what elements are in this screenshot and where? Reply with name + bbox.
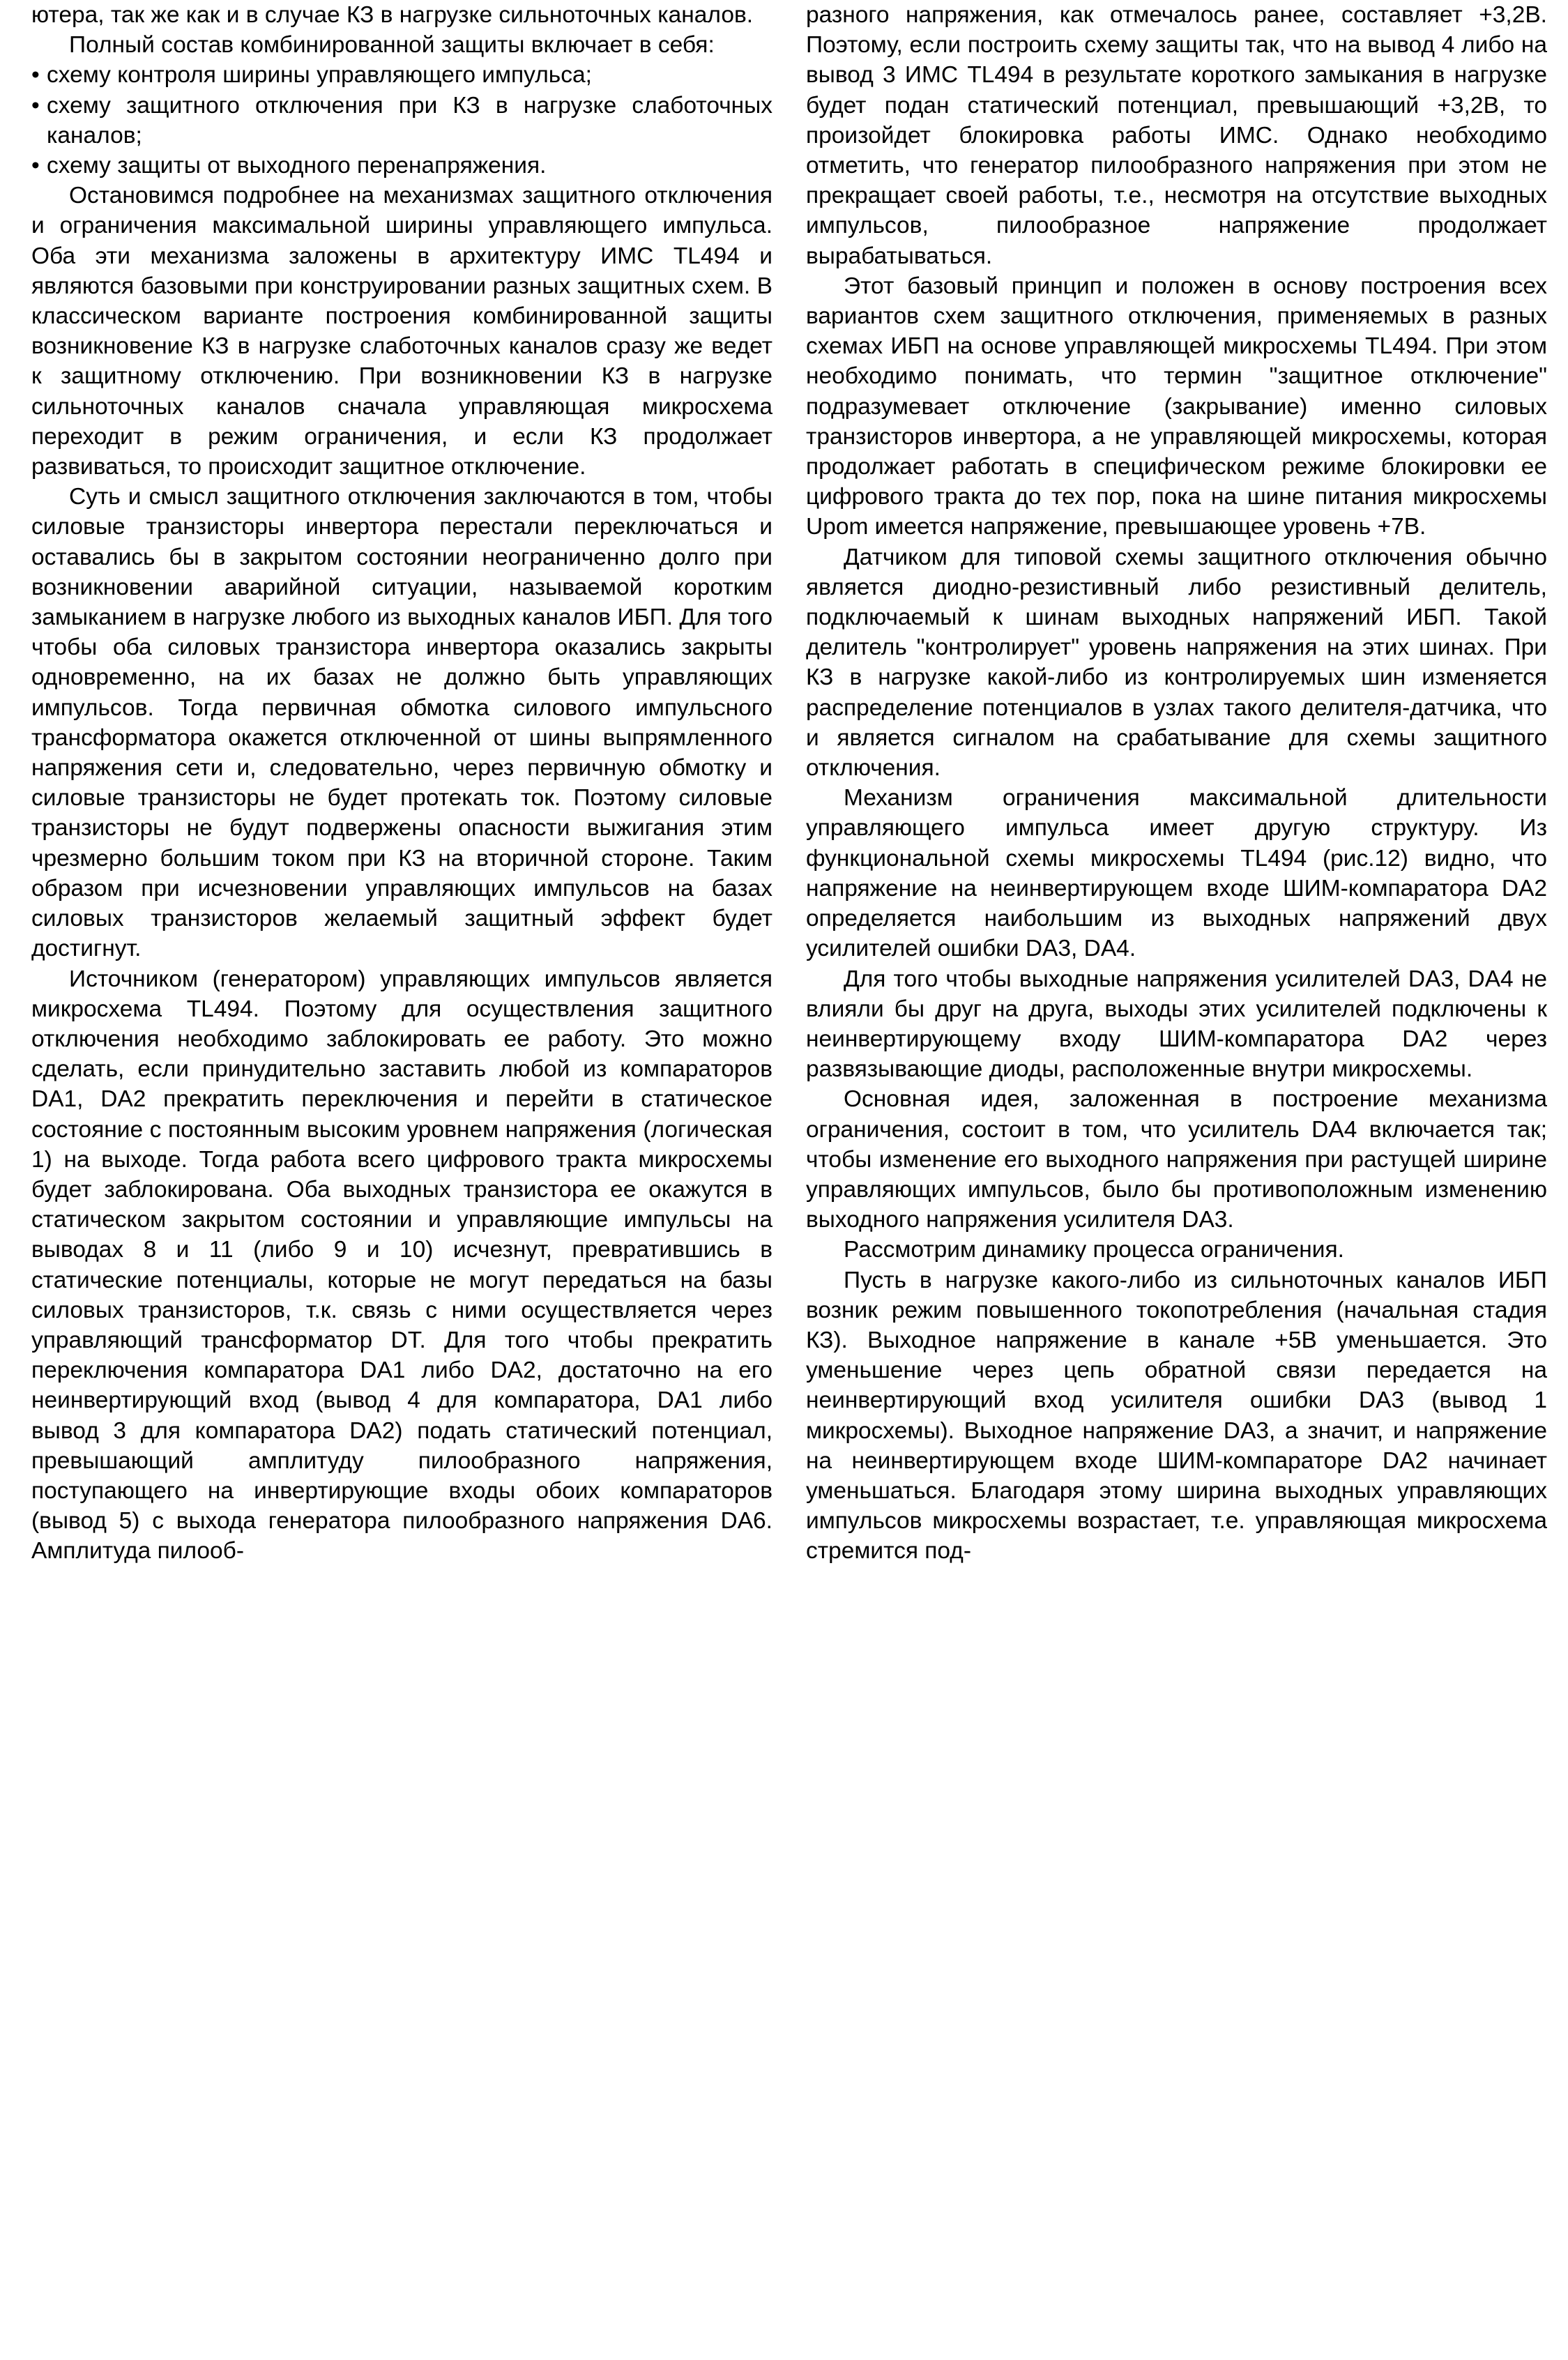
paragraph: Этот базовый принцип и положен в основу построения всех вариантов схем защитного отключения, применяемых в разных схемах ИБП на основе управляющей микросхемы TL494. При этом необходимо понимать, что термин "защитное отключение" подразумевает отключение (закрывание) именно силовых транзисторов инвертора, а не управляющей микросхемы, которая продолжает работать в специфическом режиме блокировки ее цифрового тракта до тех пор, пока на шине питания микросхемы Upom имеется напряжение, превышающее уровень +7В. xyxy=(806,273,1547,540)
paragraph: Датчиком для типовой схемы защитного отключения обычно является диодно-резистивный либо резистивный делитель, подключаемый к шинам выходных напряжений ИБП. Такой делитель "контролирует" уровень напряжения на этих шинах. При КЗ в нагрузке какой-либо из контролируемых шин изменяется распределение потенциалов в узлах такого делителя-датчика, что и является сигналом на срабатывание для схемы защитного отключения. xyxy=(806,544,1547,782)
paragraph: Остановимся подробнее на механизмах защитного отключения и ограничения максимальной ширины управляющего импульса. Оба эти механизма заложены в архитектуру ИМС TL494 и являются базовыми при конструировании разных защитных схем. В классическом варианте построения комбинированной защиты возникновение КЗ в нагрузке слаботочных каналов сразу же ведет к защитному отключению. При возникновении КЗ в нагрузке сильноточных каналов сначала управляющая микросхема переходит в режим ограничения, и если КЗ продолжает развиваться, то происходит защитное отключение. xyxy=(31,183,772,480)
paragraph: Рассмотрим динамику процесса ограничения. xyxy=(844,1237,1344,1263)
bullet-item: • схему защиты от выходного перенапряжения. xyxy=(31,151,772,181)
bullet-list xyxy=(31,60,772,181)
paragraph: Полный состав комбинированной защиты включает в себя: xyxy=(69,32,715,59)
paragraph: Суть и смысл защитного отключения заключаются в том, чтобы силовые транзисторы инвертора перестали переключаться и оставались бы в закрытом состоянии неограниченно долго при возникновении аварийной ситуации, называемой коротким замыканием в нагрузке любого из выходных каналов ИБП. Для того чтобы оба силовых транзистора инвертора оказались закрыты одновременно, на их базах не должно быть управляющих импульсов. Тогда первичная обмотка силового импульсного трансформатора окажется отключенной от шины выпрямленного напряжения сети и, следовательно, через первичную обмотку и силовые транзисторы не будет протекать ток. Поэтому силовые транзисторы не будут подвержены опасности выжигания этим чрезмерно большим током при КЗ на вторичной стороне. Таким образом при исчезновении управляющих импульсов на базах силовых транзисторов желаемый защитный эффект будет достигнут. xyxy=(31,484,772,962)
bullet-item: • схему защитного отключения при КЗ в нагрузке слаботочных каналов; xyxy=(31,91,772,151)
paragraph: Для того чтобы выходные напряжения усилителей DA3, DA4 не влияли бы друг на друга, выходы этих усилителей подключены к неинвертирующему входу ШИМ-компаратора DA2 через развязывающие диоды, расположенные внутри микросхемы. xyxy=(806,966,1547,1083)
paragraph: ютера, так же как и в случае КЗ в нагрузке сильноточных каналов. xyxy=(31,2,754,28)
paragraph: разного напряжения, как отмечалось ранее, составляет +3,2В. Поэтому, если построить схему защиты так, что на вывод 4 либо на вывод 3 ИМС TL494 в результате короткого замыкания в нагрузке будет подан статический потенциал, превышающий +3,2В, то произойдет блокировка работы ИМС. Однако необходимо отметить, что генератор пилообразного напряжения при этом не прекращает своей работы, т.е., несмотря на отсутствие выходных импульсов, пилообразное напряжение продолжает вырабатываться. xyxy=(806,2,1547,269)
paragraph: Источником (генератором) управляющих импульсов является микросхема TL494. Поэтому для осуществления защитного отключения необходимо заблокировать ее работу. Это можно сделать, если принудительно заставить любой из компараторов DA1, DA2 прекратить переключения и перейти в статическое состояние с постоянным высоким уровнем напряжения (логическая 1) на выходе. Тогда работа всего цифрового тракта микросхемы будет заблокирована. Оба выходных транзистора ее окажутся в статическом закрытом состоянии и управляющие импульсы на выводах 8 и 11 (либо 9 и 10) исчезнут, превратившись в статические потенциалы, которые не могут передаться на базы силовых транзисторов, т.к. связь с ними осуществляется через управляющий трансформатор DT. Для того чтобы прекратить переключения компаратора DA1 либо DA2, достаточно на его неинвертирующий вход (вывод 4 для компаратора, DA1 либо вывод 3 для компаратора DA2) подать статический потенциал, превышающий амплитуду пилообразного напряжения, поступающего на инвертирующие входы обоих компараторов (вывод 5) с выхода генератора пилообразного напряжения DA6. Амплитуда пилооб- xyxy=(31,966,772,1565)
left-column xyxy=(31,0,772,2360)
bullet-item: • схему контроля ширины управляющего импульса; xyxy=(31,60,772,90)
paragraph: Пусть в нагрузке какого-либо из сильноточных каналов ИБП возник режим повышенного токопотребления (начальная стадия КЗ). Выходное напряжение в канале +5В уменьшается. Это уменьшение через цепь обратной связи передается на неинвертирующий вход усилителя ошибки DA3 (вывод 1 микросхемы). Выходное напряжение DA3, а значит, и напряжение на неинвертирующем входе ШИМ-компараторе DA2 начинает уменьшаться. Благодаря этому ширина выходных управляющих импульсов микросхемы возрастает, т.е. управляющая микросхема стремится под- xyxy=(806,1267,1547,1565)
paragraph: Механизм ограничения максимальной длительности управляющего импульса имеет другую структуру. Из функциональной схемы микросхемы TL494 (рис.12) видно, что напряжение на неинвертирующем входе ШИМ-компаратора DA2 определяется наибольшим из выходных напряжений двух усилителей ошибки DA3, DA4. xyxy=(806,785,1547,962)
right-column xyxy=(806,0,1547,2360)
paragraph: Основная идея, заложенная в построение механизма ограничения, состоит в том, что усилитель DA4 включается так; чтобы изменение его выходного напряжения при растущей ширине управляющих импульсов, было бы противоположным изменению выходного напряжения усилителя DA3. xyxy=(806,1086,1547,1233)
